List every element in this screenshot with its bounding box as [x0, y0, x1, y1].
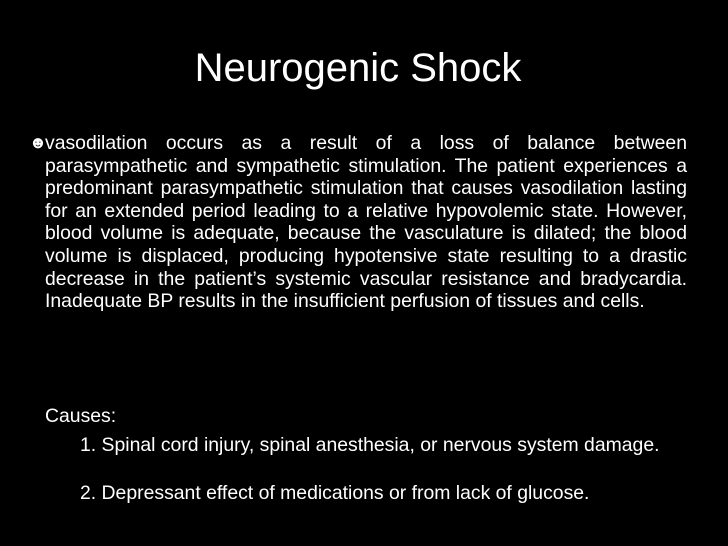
causes-heading: Causes: [45, 405, 117, 427]
main-bullet [29, 132, 687, 313]
smiley-bullet-icon: ☻ [29, 133, 47, 152]
cause-item: 1. Spinal cord injury, spinal anesthesia, or nervous system damage. [80, 434, 660, 456]
slide-title: Neurogenic Shock [194, 46, 522, 90]
cause-item: 2. Depressant effect of medications or from lack of glucose. [80, 482, 590, 504]
bullet-text: vasodilation occurs as a result of a loss of balance between parasympathetic and sympathetic stimulation. The patient experiences a predominant parasympathetic stimulation that causes vasodilation lasting for an extended period leading to a relative hypovolemic state. However, blood volume is adequate, because the vasculature is dilated; the blood volume is displaced, producing hypotensive state resulting to a drastic decrease in the patient’s systemic vascular resistance and bradycardia. Inadequate BP results in the insufficient perfusion of tissues and cells. [45, 132, 687, 313]
